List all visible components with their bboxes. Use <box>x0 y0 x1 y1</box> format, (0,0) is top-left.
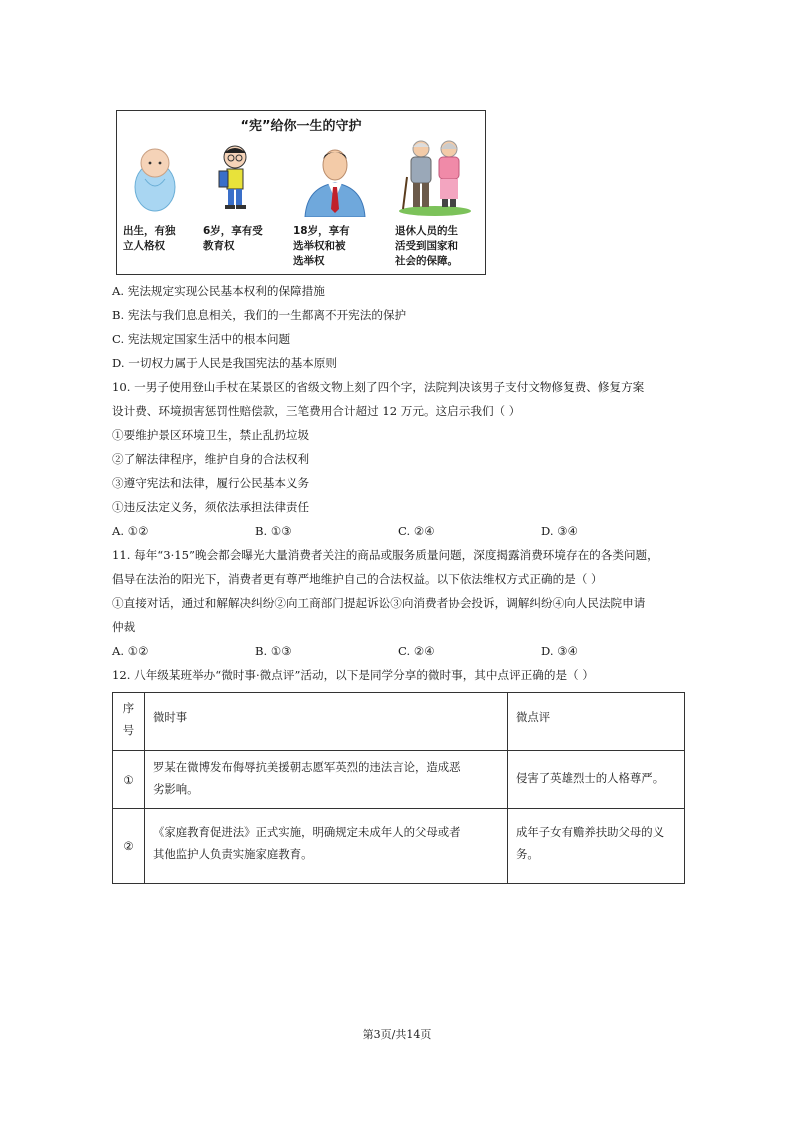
q11-option-a: A. ①② <box>112 644 149 658</box>
row-1-comment: 侵害了英雄烈士的人格尊严。 <box>508 751 685 809</box>
q12-stem: 12. 八年级某班举办“微时事·微点评”活动，以下是同学分享的微时事，其中点评正确的是（ ） <box>112 668 594 682</box>
q11-stem-line-2: 倡导在法治的阳光下，消费者更有尊严地维护自己的合法权益。以下依法维权方式正确的是（ ） <box>112 572 603 586</box>
page-footer: 第3页/共14页 <box>362 1028 432 1041</box>
q9-option-d: D. 一切权力属于人民是我国宪法的基本原则 <box>112 356 337 370</box>
q10-item-3: ③遵守宪法和法律，履行公民基本义务 <box>112 476 310 490</box>
q11-items-line-1: ①直接对话，通过和解解决纠纷②向工商部门提起诉讼③向消费者协会投诉，调解纠纷④向人民法院申请 <box>112 596 646 610</box>
q10-stem-line-2: 设计费、环境损害惩罚性赔偿款，三笔费用合计超过 12 万元。这启示我们（ ） <box>112 404 521 418</box>
table-row <box>113 751 685 809</box>
q10-option-d: D. ③④ <box>541 524 579 538</box>
baby-illustration <box>127 143 183 213</box>
header-comment: 微点评 <box>508 693 685 751</box>
q12-table <box>112 692 685 884</box>
row-1-news: 罗某在微博发布侮辱抗美援朝志愿军英烈的违法言论，造成恶 劣影响。 <box>145 751 508 809</box>
q10-item-4: ①违反法定义务，须依法承担法律责任 <box>112 500 310 514</box>
q10-item-1: ①要维护景区环境卫生，禁止乱扔垃圾 <box>112 428 310 442</box>
q11-option-b: B. ①③ <box>255 644 292 658</box>
table-row <box>113 809 685 884</box>
child-illustration <box>205 143 265 215</box>
q11-items-line-2: 仲裁 <box>112 620 136 634</box>
q10-item-2: ②了解法律程序，维护自身的合法权利 <box>112 452 310 466</box>
q11-option-c: C. ②④ <box>398 644 435 658</box>
caption-2: 6岁，享有受 教育权 <box>203 225 263 252</box>
row-2-index: ② <box>113 809 145 884</box>
row-1-index: ① <box>113 751 145 809</box>
q11-option-d: D. ③④ <box>541 644 579 658</box>
caption-4: 退休人员的生 活受到国家和 社会的保障。 <box>395 225 458 267</box>
adult-illustration <box>297 143 373 217</box>
header-news: 微时事 <box>145 693 508 751</box>
q10-option-b: B. ①③ <box>255 524 292 538</box>
figure-title: “宪”给你一生的守护 <box>240 119 362 134</box>
header-index: 序 号 <box>113 693 145 751</box>
table-header-row <box>113 693 685 751</box>
row-2-comment: 成年子女有赡养扶助父母的义 务。 <box>508 809 685 884</box>
caption-3: 18岁，享有 选举权和被 选举权 <box>293 225 350 267</box>
q10-option-a: A. ①② <box>112 524 149 538</box>
q9-option-c: C. 宪法规定国家生活中的根本问题 <box>112 332 291 346</box>
elderly-couple-illustration <box>395 137 475 217</box>
q10-option-c: C. ②④ <box>398 524 435 538</box>
q9-option-a: A. 宪法规定实现公民基本权利的保障措施 <box>112 284 325 298</box>
row-2-news: 《家庭教育促进法》正式实施，明确规定未成年人的父母或者 其他监护人负责实施家庭教育。 <box>145 809 508 884</box>
caption-1: 出生，有独 立人格权 <box>123 225 176 252</box>
q11-stem-line-1: 11. 每年“3·15”晚会都会曝光大量消费者关注的商品或服务质量问题，深度揭露消费环境存在的各类问题， <box>112 548 659 562</box>
constitution-figure <box>116 110 486 275</box>
q10-stem-line-1: 10. 一男子使用登山手杖在某景区的省级文物上刻了四个字，法院判决该男子支付文物修复费、修复方案 <box>112 380 645 394</box>
q9-option-b: B. 宪法与我们息息相关，我们的一生都离不开宪法的保护 <box>112 308 407 322</box>
